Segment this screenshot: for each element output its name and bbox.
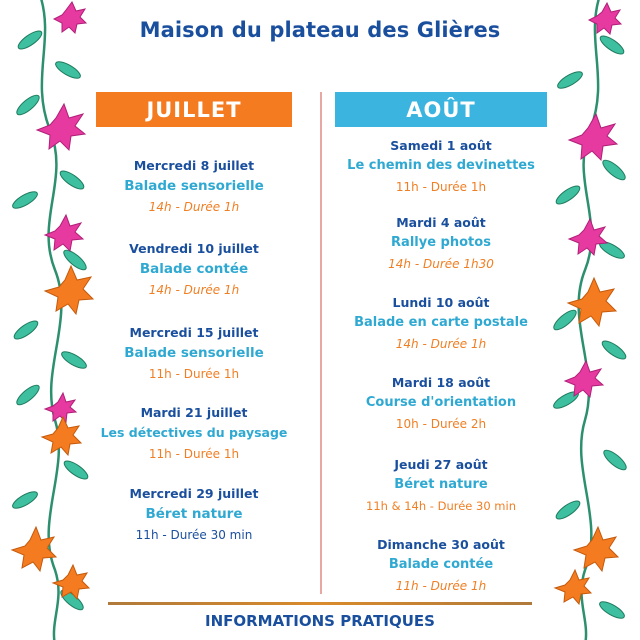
event-item <box>96 325 292 384</box>
flower-vine-left-icon <box>0 0 100 640</box>
event-date: Lundi 10 août <box>392 295 490 310</box>
event-item <box>335 215 547 274</box>
event-date: Mardi 21 juillet <box>140 405 248 420</box>
event-date: Mercredi 8 juillet <box>133 158 255 173</box>
event-date: Samedi 1 août <box>390 138 492 153</box>
event-item <box>335 295 547 354</box>
event-date: Mardi 18 août <box>391 375 491 390</box>
event-name: Course d'orientation <box>365 395 517 410</box>
event-item <box>96 486 292 545</box>
event-time: 11h - Durée 1h <box>395 579 487 593</box>
event-time: 11h - Durée 30 min <box>135 528 253 542</box>
event-name: Les détectives du paysage <box>100 425 288 440</box>
event-item <box>335 457 547 516</box>
event-item <box>96 405 292 464</box>
event-name: Balade sensorielle <box>124 178 264 194</box>
flower-vine-right-icon <box>540 0 640 640</box>
event-name: Balade contée <box>388 557 494 572</box>
event-date: Mercredi 15 juillet <box>129 325 259 340</box>
event-time: 14h - Durée 1h <box>148 283 240 297</box>
event-name: Balade sensorielle <box>124 345 264 361</box>
footer-rule <box>108 602 532 605</box>
event-time: 11h - Durée 1h <box>148 367 240 381</box>
event-name: Béret nature <box>394 477 488 492</box>
event-name: Béret nature <box>145 506 243 522</box>
event-name: Rallye photos <box>391 235 491 250</box>
event-time: 11h & 14h - Durée 30 min <box>366 499 516 513</box>
event-date: Mercredi 29 juillet <box>129 486 259 501</box>
column-divider <box>320 92 322 594</box>
page-title: Maison du plateau des Glières <box>139 18 501 42</box>
event-item <box>96 241 292 300</box>
event-time: 14h - Durée 1h30 <box>388 257 494 271</box>
event-item <box>335 537 547 596</box>
event-item <box>335 138 547 197</box>
event-item <box>96 158 292 217</box>
event-name: Balade en carte postale <box>354 315 528 330</box>
event-time: 10h - Durée 2h <box>395 417 487 431</box>
aout-column <box>335 92 547 593</box>
event-date: Mardi 4 août <box>396 215 486 230</box>
event-date: Jeudi 27 août <box>394 457 488 472</box>
event-time: 11h - Durée 1h <box>148 447 240 461</box>
event-name: Le chemin des devinettes <box>347 158 535 173</box>
event-time: 14h - Durée 1h <box>148 200 240 214</box>
event-time: 11h - Durée 1h <box>395 180 487 194</box>
event-time: 14h - Durée 1h <box>395 337 487 351</box>
event-item <box>335 375 547 434</box>
event-date: Dimanche 30 août <box>377 537 505 552</box>
juillet-banner: JUILLET <box>96 92 292 127</box>
event-date: Vendredi 10 juillet <box>129 241 259 256</box>
practical-info-heading: INFORMATIONS PRATIQUES <box>205 612 435 630</box>
aout-banner: AOÛT <box>335 92 547 127</box>
event-name: Balade contée <box>139 261 249 277</box>
juillet-column <box>96 92 292 542</box>
